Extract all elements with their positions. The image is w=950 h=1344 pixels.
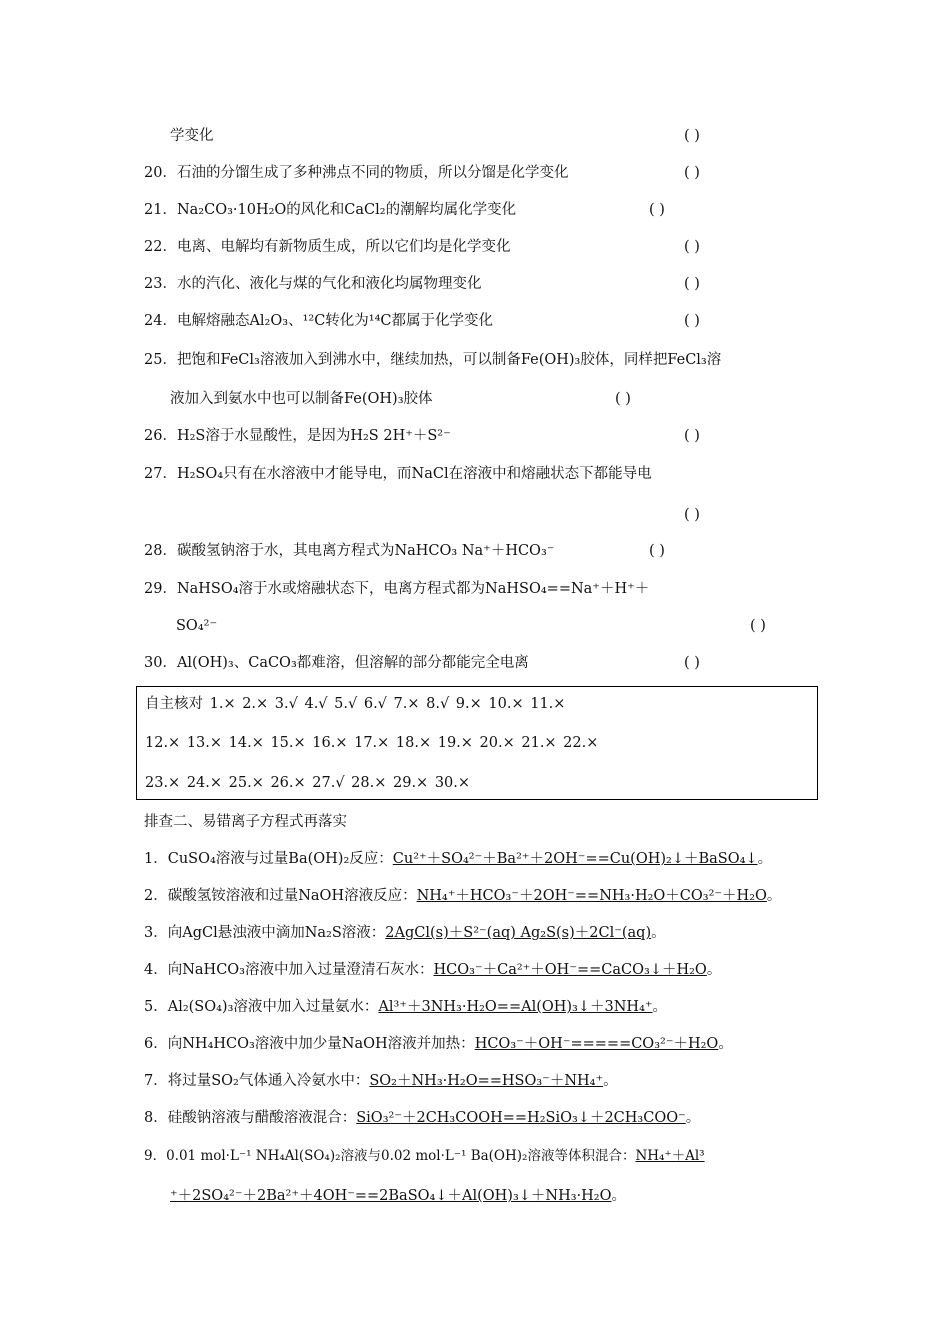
equation-item bbox=[170, 1186, 626, 1206]
question-line: 28．碳酸氢钠溶于水，其电离方程式为NaHCO₃ Na⁺＋HCO₃⁻ bbox=[144, 543, 555, 559]
equation-question: 5．Al₂(SO₄)₃溶液中加入过量氨水： bbox=[144, 999, 379, 1015]
equation-item bbox=[144, 1071, 618, 1091]
equation-item bbox=[144, 849, 772, 869]
answer-parenthesis: ( ) bbox=[684, 313, 700, 329]
equation-answer: ⁺＋2SO₄²⁻＋2Ba²⁺＋4OH⁻==2BaSO₄↓＋Al(OH)₃↓＋NH₃·H₂O bbox=[170, 1188, 612, 1204]
equation-item bbox=[144, 886, 781, 906]
question-line: 29．NaHSO₄溶于水或熔融状态下，电离方程式都为NaHSO₄==Na⁺＋H⁺＋ bbox=[144, 581, 650, 597]
question-line: 30．Al(OH)₃、CaCO₃都难溶，但溶解的部分都能完全电离 bbox=[144, 655, 529, 671]
equation-answer: NH₄⁺＋HCO₃⁻＋2OH⁻==NH₃·H₂O＋CO₃²⁻＋H₂O bbox=[416, 888, 767, 904]
equation-answer: NH₄⁺＋Al³ bbox=[635, 1148, 705, 1164]
equation-item bbox=[144, 1034, 733, 1054]
question-line: 20．石油的分馏生成了多种沸点不同的物质，所以分馏是化学变化 bbox=[144, 165, 569, 181]
answer-row: 23.× 24.× 25.× 26.× 27.√ 28.× 29.× 30.× bbox=[145, 775, 471, 791]
equation-question: 2．碳酸氢铵溶液和过量NaOH溶液反应： bbox=[144, 888, 417, 904]
equation-question: 8．硅酸钠溶液与醋酸溶液混合： bbox=[144, 1110, 357, 1126]
answer-parenthesis: ( ) bbox=[684, 507, 700, 523]
equation-answer: 2AgCl(s)＋S²⁻(aq) Ag₂S(s)＋2Cl⁻(aq) bbox=[385, 925, 652, 941]
answer-parenthesis: ( ) bbox=[684, 276, 700, 292]
answer-parenthesis: ( ) bbox=[684, 239, 700, 255]
question-line: 学变化 bbox=[170, 128, 214, 144]
equation-item bbox=[144, 997, 667, 1017]
question-line: 21．Na₂CO₃·10H₂O的风化和CaCl₂的潮解均属化学变化 bbox=[144, 202, 517, 218]
answer-parenthesis: ( ) bbox=[750, 618, 766, 634]
answer-parenthesis: ( ) bbox=[615, 391, 631, 407]
equation-end: 。 bbox=[651, 925, 666, 941]
equation-item bbox=[144, 960, 721, 980]
answer-row: 自主核对 1.× 2.× 3.√ 4.√ 5.√ 6.√ 7.× 8.√ 9.× 10.× 11.× bbox=[145, 696, 566, 712]
equation-end: 。 bbox=[706, 962, 722, 978]
question-line: SO₄²⁻ bbox=[176, 618, 218, 634]
question-line: 22．电离、电解均有新物质生成，所以它们均是化学变化 bbox=[144, 239, 511, 255]
equation-end: 。 bbox=[611, 1188, 627, 1204]
equation-end: 。 bbox=[603, 1073, 618, 1089]
equation-end: 。 bbox=[652, 999, 668, 1015]
equation-item bbox=[144, 923, 666, 943]
equation-item bbox=[144, 1146, 705, 1166]
answer-row: 12.× 13.× 14.× 15.× 16.× 17.× 18.× 19.× 20.× 21.× 22.× bbox=[145, 735, 599, 751]
equation-question: 9．0.01 mol·L⁻¹ NH₄Al(SO₄)₂溶液与0.02 mol·L⁻¹ Ba(OH)₂溶液等体积混合： bbox=[144, 1148, 636, 1164]
equation-question: 6．向NH₄HCO₃溶液中加少量NaOH溶液并加热： bbox=[144, 1036, 475, 1052]
equation-item bbox=[144, 1108, 700, 1128]
equation-end: 。 bbox=[718, 1036, 733, 1052]
equation-answer: HCO₃⁻＋Ca²⁺＋OH⁻==CaCO₃↓＋H₂O bbox=[433, 962, 707, 978]
equation-answer: HCO₃⁻＋OH⁻=====CO₃²⁻＋H₂O bbox=[474, 1036, 719, 1052]
question-line: 24．电解熔融态Al₂O₃、¹²C转化为¹⁴C都属于化学变化 bbox=[144, 313, 494, 329]
equation-question: 3．向AgCl悬浊液中滴加Na₂S溶液： bbox=[144, 925, 386, 941]
question-line: 27．H₂SO₄只有在水溶液中才能导电，而NaCl在溶液中和熔融状态下都能导电 bbox=[144, 466, 652, 482]
equation-answer: SO₂＋NH₃·H₂O==HSO₃⁻＋NH₄⁺ bbox=[369, 1073, 604, 1089]
answer-parenthesis: ( ) bbox=[649, 543, 665, 559]
question-line: 26．H₂S溶于水显酸性，是因为H₂S 2H⁺＋S²⁻ bbox=[144, 428, 451, 444]
answer-parenthesis: ( ) bbox=[684, 428, 700, 444]
section-title: 排查二、易错离子方程式再落实 bbox=[144, 814, 347, 830]
equation-question: 1．CuSO₄溶液与过量Ba(OH)₂反应： bbox=[144, 851, 393, 867]
equation-end: 。 bbox=[685, 1110, 701, 1126]
equation-question: 4．向NaHCO₃溶液中加入过量澄清石灰水： bbox=[144, 962, 434, 978]
answer-parenthesis: ( ) bbox=[684, 165, 700, 181]
equation-end: 。 bbox=[757, 851, 773, 867]
equation-question: 7．将过量SO₂气体通入冷氨水中： bbox=[144, 1073, 370, 1089]
equation-end: 。 bbox=[766, 888, 782, 904]
question-line: 液加入到氨水中也可以制备Fe(OH)₃胶体 bbox=[170, 391, 433, 407]
question-line: 23．水的汽化、液化与煤的气化和液化均属物理变化 bbox=[144, 276, 482, 292]
answer-check-box bbox=[136, 686, 818, 800]
answer-parenthesis: ( ) bbox=[684, 655, 700, 671]
equation-answer: SiO₃²⁻＋2CH₃COOH==H₂SiO₃↓＋2CH₃COO⁻ bbox=[356, 1110, 686, 1126]
equation-answer: Al³⁺＋3NH₃·H₂O==Al(OH)₃↓＋3NH₄⁺ bbox=[378, 999, 653, 1015]
question-line: 25．把饱和FeCl₃溶液加入到沸水中，继续加热，可以制备Fe(OH)₃胶体，同样把FeCl₃溶 bbox=[144, 352, 722, 368]
answer-parenthesis: ( ) bbox=[684, 128, 700, 144]
answer-parenthesis: ( ) bbox=[649, 202, 665, 218]
equation-answer: Cu²⁺＋SO₄²⁻＋Ba²⁺＋2OH⁻==Cu(OH)₂↓＋BaSO₄↓ bbox=[392, 851, 758, 867]
